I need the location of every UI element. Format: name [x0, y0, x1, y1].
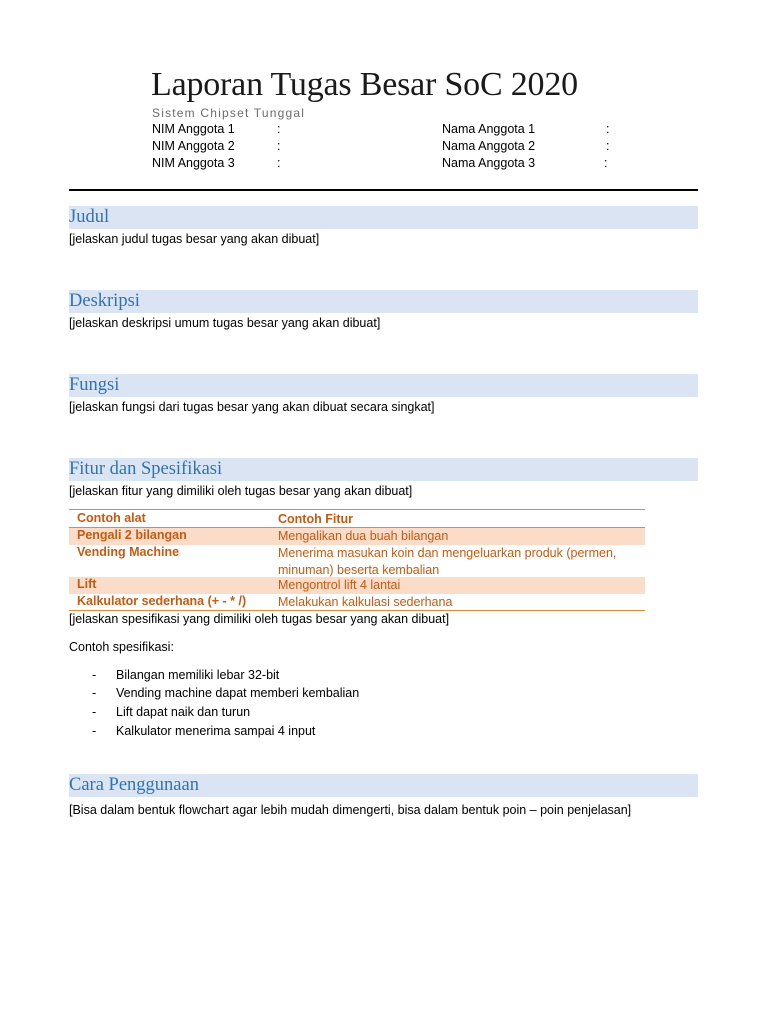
table-cell: Mengontrol lift 4 lantai: [278, 578, 401, 592]
section-title: Fitur dan Spesifikasi: [69, 459, 223, 479]
nama-label: Nama Anggota 1: [442, 122, 536, 136]
nim-label: NIM Anggota 3: [152, 156, 235, 170]
nim-label: NIM Anggota 2: [152, 139, 235, 153]
spec-text: [jelaskan spesifikasi yang dimiliki oleh tugas besar yang akan dibuat]: [69, 612, 450, 626]
header-divider: [69, 189, 698, 191]
bullet-dash: -: [92, 686, 97, 700]
document-title: Laporan Tugas Besar SoC 2020: [151, 66, 578, 103]
section-text-cara-penggunaan: [Bisa dalam bentuk flowchart agar lebih mudah dimengerti, bisa dalam bentuk poin – poin penjelasan]: [69, 803, 632, 817]
member-row-1: [0, 122, 768, 138]
table-row: [69, 577, 645, 594]
list-item-text: Lift dapat naik dan turun: [116, 705, 251, 719]
table-cell: Pengali 2 bilangan: [77, 528, 187, 542]
table-row: [69, 545, 645, 577]
section-text-fitur: [jelaskan fitur yang dimiliki oleh tugas besar yang akan dibuat]: [69, 484, 413, 498]
nim-separator: :: [277, 122, 281, 136]
table-cell: Mengalikan dua buah bilangan: [278, 529, 449, 543]
bullet-dash: -: [92, 705, 97, 719]
member-row-3: [0, 156, 768, 172]
table-row: [69, 594, 645, 610]
nama-label: Nama Anggota 3: [442, 156, 536, 170]
section-title: Cara Penggunaan: [69, 775, 199, 795]
table-cell: Kalkulator sederhana (+ - * /): [77, 594, 247, 608]
section-title: Judul: [69, 207, 110, 227]
nim-label: NIM Anggota 1: [152, 122, 235, 136]
document-subtitle: Sistem Chipset Tunggal: [152, 106, 306, 120]
nama-separator: :: [604, 156, 608, 170]
section-text-judul: [jelaskan judul tugas besar yang akan dibuat]: [69, 232, 320, 246]
table-header-row: [69, 511, 645, 527]
table-cell: Lift: [77, 577, 97, 591]
table-cell: Vending Machine: [77, 545, 180, 559]
table-row: [69, 528, 645, 545]
section-text-deskripsi: [jelaskan deskripsi umum tugas besar yang akan dibuat]: [69, 316, 381, 330]
spec-intro: Contoh spesifikasi:: [69, 640, 174, 654]
list-item-text: Vending machine dapat memberi kembalian: [116, 686, 360, 700]
nama-separator: :: [606, 139, 610, 153]
nama-separator: :: [606, 122, 610, 136]
table-top-border: [69, 509, 645, 510]
section-heading-judul: [69, 206, 698, 229]
section-heading-cara-penggunaan: [69, 774, 698, 797]
table-cell: Melakukan kalkulasi sederhana: [278, 595, 453, 609]
table-header-cell: Contoh Fitur: [278, 512, 353, 526]
section-heading-fungsi: [69, 374, 698, 397]
nim-separator: :: [277, 156, 281, 170]
table-header-cell: Contoh alat: [77, 511, 146, 525]
bullet-dash: -: [92, 724, 97, 738]
bullet-dash: -: [92, 668, 97, 682]
member-row-2: [0, 139, 768, 155]
section-text-fungsi: [jelaskan fungsi dari tugas besar yang akan dibuat secara singkat]: [69, 400, 435, 414]
list-item-text: Kalkulator menerima sampai 4 input: [116, 724, 316, 738]
section-title: Deskripsi: [69, 291, 140, 311]
table-bottom-border: [69, 610, 645, 611]
section-heading-deskripsi: [69, 290, 698, 313]
section-title: Fungsi: [69, 375, 120, 395]
section-heading-fitur: [69, 458, 698, 481]
list-item-text: Bilangan memiliki lebar 32-bit: [116, 668, 280, 682]
table-cell: Menerima masukan koin dan mengeluarkan produk (permen, minuman) beserta kembalian: [278, 546, 617, 577]
nama-label: Nama Anggota 2: [442, 139, 536, 153]
nim-separator: :: [277, 139, 281, 153]
